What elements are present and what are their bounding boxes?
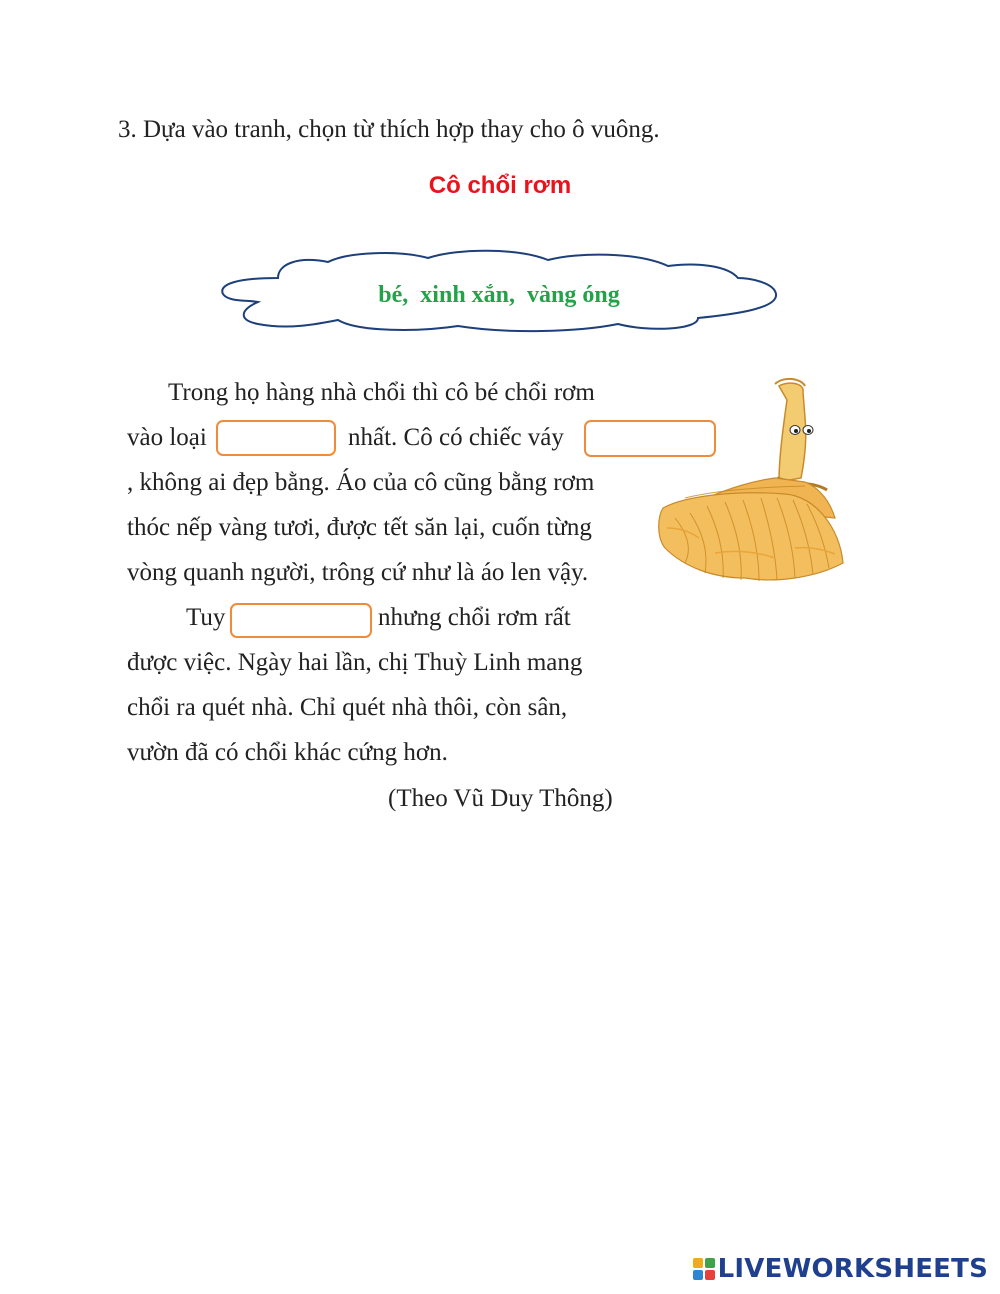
- word-bank: bé, xinh xắn, vàng óng: [378, 282, 620, 308]
- passage-line-1: Trong họ hàng nhà chổi thì cô bé chổi rơm: [168, 379, 595, 406]
- passage-line-6a: Tuy: [186, 604, 226, 631]
- passage-line-4: thóc nếp vàng tươi, được tết săn lại, cuốn từng: [127, 514, 592, 541]
- passage-source: (Theo Vũ Duy Thông): [388, 785, 613, 812]
- liveworksheets-logo-icon: [692, 1257, 716, 1281]
- passage-line-2a: vào loại: [127, 424, 207, 451]
- instruction-text: 3. Dựa vào tranh, chọn từ thích hợp thay cho ô vuông.: [118, 116, 660, 143]
- liveworksheets-logo-text: LIVEWORKSHEETS: [717, 1254, 988, 1284]
- passage-line-7: được việc. Ngày hai lần, chị Thuỳ Linh mang: [127, 649, 583, 676]
- passage-line-2b: nhất. Cô có chiếc váy: [348, 424, 564, 451]
- passage-line-6b: nhưng chổi rơm rất: [378, 604, 571, 631]
- answer-blank-3[interactable]: [230, 603, 372, 638]
- answer-blank-1[interactable]: [216, 420, 336, 456]
- straw-broom-illustration: [655, 378, 850, 588]
- passage-line-3: , không ai đẹp bằng. Áo của cô cũng bằng rơm: [127, 469, 595, 496]
- liveworksheets-logo: [692, 1254, 988, 1284]
- passage-line-8: chổi ra quét nhà. Chỉ quét nhà thôi, còn sân,: [127, 694, 568, 721]
- story-title: Cô chổi rơm: [428, 172, 572, 199]
- passage-line-9: vườn đã có chổi khác cứng hơn.: [127, 739, 448, 766]
- passage-line-5: vòng quanh người, trông cứ như là áo len vậy.: [127, 559, 589, 586]
